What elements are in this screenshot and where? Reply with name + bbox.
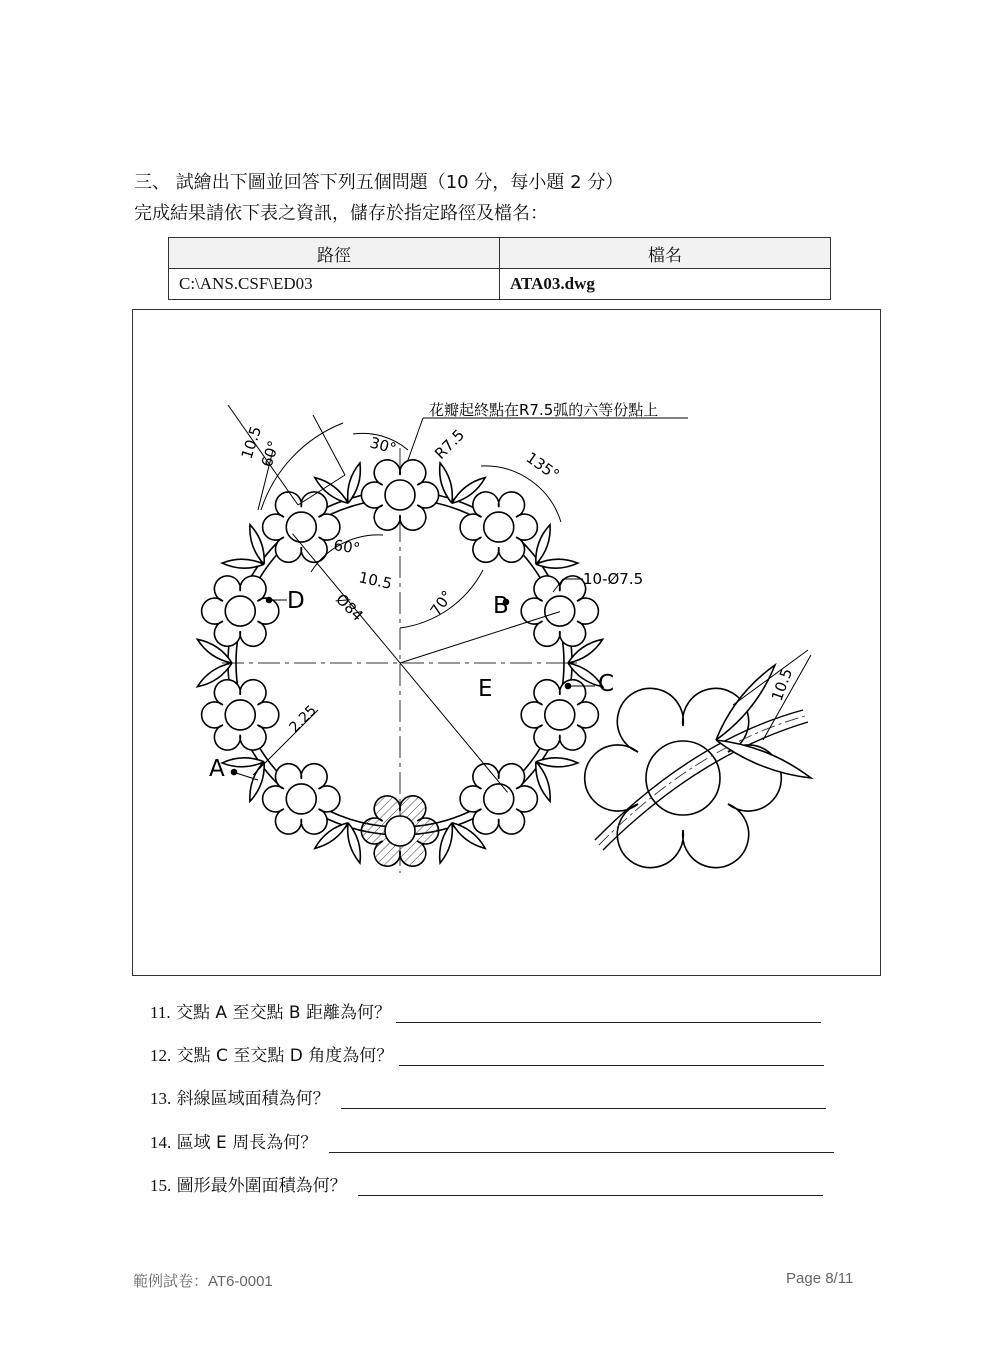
dim-60-top: 60° [257, 438, 284, 470]
footer-page-number: Page 8/11 [786, 1270, 854, 1287]
leaf [222, 758, 264, 767]
question-13-text: 斜線區域面積為何？ [176, 1089, 330, 1109]
detail-hole [646, 741, 720, 815]
question-14-number: 14. [150, 1133, 172, 1152]
note-leader [408, 418, 423, 460]
leaf [250, 762, 264, 802]
question-heading: 三、 試繪出下圖並回答下列五個問題（10 分，每小題 2 分） [134, 172, 624, 193]
point-c-dot [566, 684, 571, 689]
save-info-table [168, 237, 831, 300]
question-11-text: 交點 A 至交點 B 距離為何？ [176, 1003, 391, 1023]
flower-hole [545, 596, 575, 626]
point-a-dot [232, 770, 237, 775]
question-13 [150, 1084, 826, 1109]
flower-hole [385, 816, 415, 846]
footer-exam-id: 範例試卷：AT6-0001 [133, 1273, 273, 1290]
leaf [536, 758, 578, 767]
flower-hole [286, 512, 316, 542]
path-header: 路徑 [169, 238, 500, 269]
flower-hole [484, 784, 514, 814]
question-15 [150, 1171, 823, 1196]
flower-hole [484, 512, 514, 542]
dim-10-5-mid: 10.5 [357, 568, 394, 593]
dim-70: 70° [426, 587, 457, 620]
question-11 [150, 998, 821, 1023]
leaf [536, 525, 550, 565]
filename-value: ATA03.dwg [500, 269, 831, 300]
dim-30: 30° [367, 433, 399, 458]
question-15-text: 圖形最外圍面積為何？ [176, 1176, 347, 1196]
question-14-text: 區域 E 周長為何？ [176, 1133, 318, 1153]
flower-hole [545, 700, 575, 730]
point-b-label: B [493, 593, 509, 619]
dim-holes: 10-Ø7.5 [583, 570, 644, 588]
flower-hole [225, 700, 255, 730]
dim-60-mid: 60° [332, 536, 362, 558]
dim-2-25: 2.25 [286, 702, 320, 736]
dim-dia84: Ø84 [332, 590, 367, 625]
filename-header: 檔名 [500, 238, 831, 269]
leaf [250, 525, 264, 565]
flower-hole [385, 480, 415, 510]
leaf [536, 559, 578, 568]
question-14 [150, 1128, 834, 1153]
question-12-text: 交點 C 至交點 D 角度為何？ [176, 1046, 394, 1066]
dim-10-5-top: 10.5 [237, 423, 266, 462]
question-15-number: 15. [150, 1176, 172, 1195]
dim-10-5-detail: 10.5 [767, 665, 797, 704]
save-instructions: 完成結果請依下表之資訊，儲存於指定路徑及檔名： [134, 203, 548, 224]
point-a-label: A [209, 756, 225, 782]
point-c-label: C [598, 671, 615, 697]
point-d-label: D [287, 588, 305, 614]
question-13-number: 13. [150, 1089, 172, 1108]
cad-drawing [133, 310, 882, 977]
dim-r7-5: R7.5 [431, 425, 469, 463]
question-11-number: 11. [150, 1003, 171, 1022]
drawing-figure [132, 309, 881, 976]
answer-line-13[interactable] [341, 1092, 826, 1109]
point-d-dot [267, 598, 272, 603]
region-e-label: E [478, 676, 493, 702]
question-12 [150, 1041, 824, 1066]
answer-line-12[interactable] [399, 1049, 824, 1066]
answer-line-14[interactable] [329, 1136, 834, 1153]
flower-hole [225, 596, 255, 626]
leaf [536, 762, 550, 802]
path-value: C:\ANS.CSF\ED03 [169, 269, 500, 300]
dim-135: 135° [522, 448, 563, 485]
question-12-number: 12. [150, 1046, 172, 1065]
leaf [222, 559, 264, 568]
answer-line-11[interactable] [396, 1006, 821, 1023]
flower-hole [286, 784, 316, 814]
petal-note: 花瓣起終點在R7.5弧的六等份點上 [429, 401, 659, 419]
answer-line-15[interactable] [358, 1179, 823, 1196]
